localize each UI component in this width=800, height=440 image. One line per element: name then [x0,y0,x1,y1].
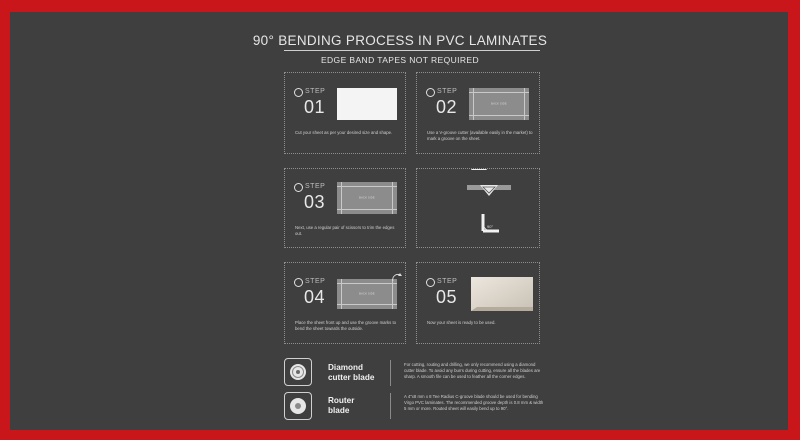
page-title: 90° BENDING PROCESS IN PVC LAMINATES [252,33,548,48]
step-label: STEP [437,278,458,285]
step-circle-icon [294,183,303,192]
step-circle-icon [426,278,435,287]
v-groove-diagram [417,169,541,249]
diamond-blade-icon [284,358,312,386]
tool-description-router: A 4"x8 mm x 8 Tee Radius C-groove blade should be used for bending Virgo PVC laminates. The recommended groove depth is 0.8 mm & width 5 mm or more. Routed sheet will easily bend up to 90°. [404,394,544,411]
sheet-side-label: BACK SIDE [359,196,375,200]
step-circle-icon [426,88,435,97]
tool-divider [390,360,391,386]
step-number: 01 [304,97,326,117]
router-blade-icon [284,392,312,420]
plain-sheet-illustration [337,88,397,120]
step-number: 04 [304,287,326,307]
finished-sheet-illustration [471,277,533,311]
tool-title-router: Router blade [328,396,355,415]
step-description: Use a V-groove cutter (available easily in the market) to mark a groove on the sheet. [427,130,533,141]
step-number: 05 [436,287,458,307]
page-subtitle: EDGE BAND TAPES NOT REQUIRED [320,55,480,65]
sheet-side-label: BACK SIDE [491,102,507,106]
step-label: STEP [305,278,326,285]
step-label: STEP [437,88,458,95]
step-label: STEP [305,88,326,95]
tool-divider [390,393,391,419]
title-underline [284,50,540,51]
step-circle-icon [294,88,303,97]
step-description: Now your sheet is ready to be used. [427,320,496,325]
tool-description-diamond: For cutting, routing and drilling, we only recommend using a diamond cutter blade. To avoid any burrs during cutting, ensure all the blades are sharp. A smooth file can be used to feather all the corner edges. [404,362,541,379]
step-description: Cut your sheet as per your desired size and shape. [295,130,393,135]
step-card-01 [284,72,406,154]
bend-arrow-icon [391,272,403,284]
bending-sheet-illustration [337,279,397,309]
grooved-sheet-illustration [469,88,529,120]
trimmed-sheet-illustration [337,182,397,214]
step-card-05 [416,262,540,344]
step-description: Place the sheet front up and use the groove marks to bend the sheet towards the outside. [295,320,397,331]
step-card-04 [284,262,406,344]
step-card-02 [416,72,540,154]
tool-title-diamond: Diamond cutter blade [328,363,375,382]
step-circle-icon [294,278,303,287]
groove-diagram-card [416,168,540,248]
step-number: 03 [304,192,326,212]
step-number: 02 [436,97,458,117]
angle-label: 90° [487,224,494,229]
sheet-side-label: BACK SIDE [359,292,375,296]
step-label: STEP [305,183,326,190]
step-description: Next, use a regular pair of scissors to trim the edges out. [295,225,395,236]
step-card-03 [284,168,406,248]
